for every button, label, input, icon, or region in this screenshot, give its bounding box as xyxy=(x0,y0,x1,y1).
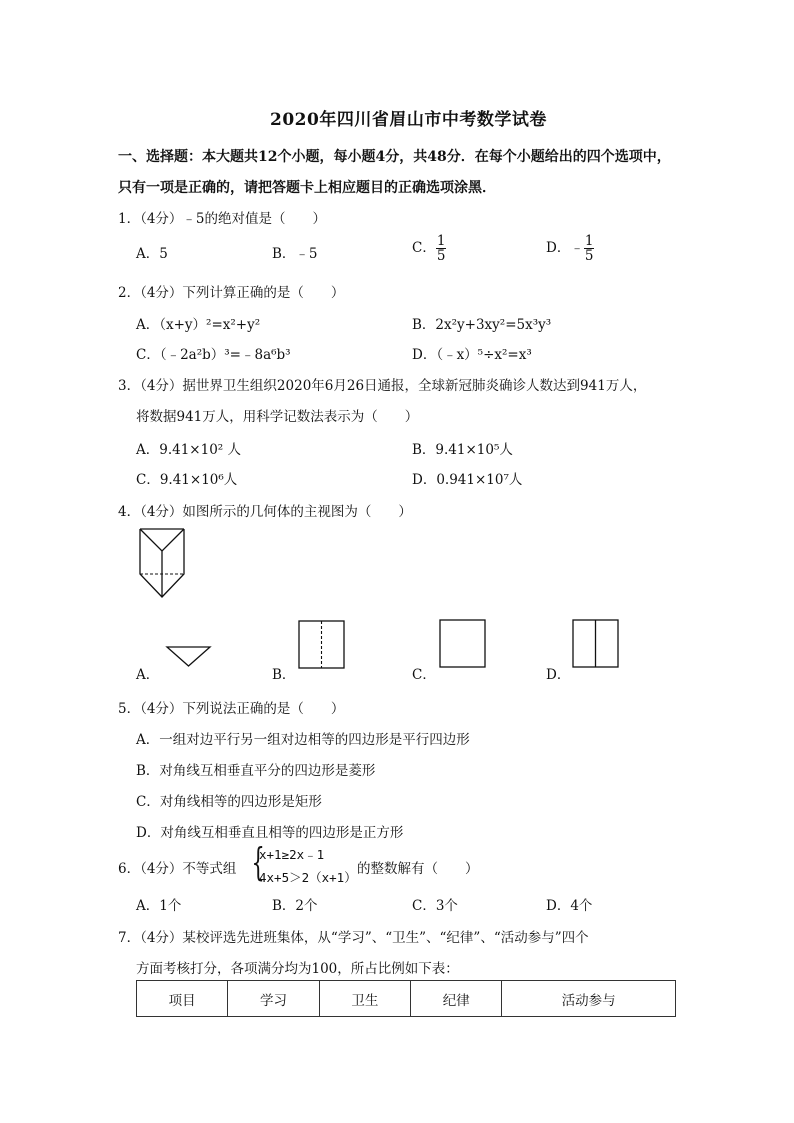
q1-stem: 1．（4分）﹣5的绝对值是（ ） xyxy=(118,211,327,227)
q6-option-c: C．3个 xyxy=(412,898,458,914)
q6-inequality-2: 4x+5＞2（x+1） xyxy=(259,870,357,885)
q4-prism-figure xyxy=(135,527,195,602)
q4-stem: 4．（4分）如图所示的几何体的主视图为（ ） xyxy=(118,504,412,520)
q1-d-numerator: 1 xyxy=(584,233,594,249)
q4-option-b-label: B． xyxy=(272,667,296,683)
q6-stem-suffix: 的整数解有（ ） xyxy=(357,861,479,877)
q6-option-b: B．2个 xyxy=(272,898,318,914)
q1-option-d xyxy=(546,234,594,263)
q5-option-d: D．对角线互相垂直且相等的四边形是正方形 xyxy=(136,825,404,841)
q1-option-b: B．﹣5 xyxy=(272,246,318,262)
q1-option-d-fraction xyxy=(584,234,595,263)
q4-option-c-figure xyxy=(439,619,487,669)
q3-option-d: D．0.941×10⁷人 xyxy=(412,472,523,488)
table-header-cell: 项目 xyxy=(137,981,228,1017)
q4-option-a-triangle xyxy=(165,645,213,669)
q6-stem-prefix: 6．（4分）不等式组 xyxy=(118,861,237,877)
q6-inequality-1: x+1≥2x﹣1 xyxy=(259,847,325,862)
q2-option-b: B．2x²y+3xy²=5x³y³ xyxy=(412,317,552,333)
table-header-cell: 学习 xyxy=(228,981,319,1017)
q7-stem-line1: 7．（4分）某校评选先进班集体，从“学习”、“卫生”、“纪律”、“活动参与”四个 xyxy=(118,930,589,946)
q2-option-a: A．（x+y）²=x²+y² xyxy=(136,317,261,333)
q1-option-c-label: C． xyxy=(412,240,436,257)
q4-option-d-figure xyxy=(572,619,620,669)
section-heading-line2: 只有一项是正确的，请把答题卡上相应题目的正确选项涂黑． xyxy=(118,180,496,196)
q1-c-denominator: 5 xyxy=(436,248,446,265)
q1-option-d-label: D．﹣ xyxy=(546,240,584,257)
q2-option-d: D．（﹣x）⁵÷x²=x³ xyxy=(412,347,532,363)
q1-option-a: A．5 xyxy=(136,246,168,262)
q1-option-c-fraction xyxy=(436,234,447,263)
q1-option-c xyxy=(412,234,446,263)
q3-option-a: A．9.41×10² 人 xyxy=(136,442,242,458)
q2-stem: 2．（4分）下列计算正确的是（ ） xyxy=(118,285,345,301)
q6-option-a: A．1个 xyxy=(136,898,182,914)
q7-stem-line2: 方面考核打分，各项满分均为100，所占比例如下表： xyxy=(136,961,459,977)
q5-option-c: C．对角线相等的四边形是矩形 xyxy=(136,794,322,810)
q1-c-numerator: 1 xyxy=(436,233,446,249)
q6-left-brace: { xyxy=(251,840,265,884)
q4-option-c-label: C． xyxy=(412,667,436,683)
table-header-cell: 活动参与 xyxy=(502,981,676,1017)
q4-option-a-label: A． xyxy=(136,667,160,683)
page-title: 2020年四川省眉山市中考数学试卷 xyxy=(270,110,547,130)
q1-d-denominator: 5 xyxy=(584,248,594,265)
q5-option-b: B．对角线互相垂直平分的四边形是菱形 xyxy=(136,763,376,779)
table-header-cell: 卫生 xyxy=(319,981,410,1017)
q6-option-d: D．4个 xyxy=(546,898,593,914)
table-header-cell: 纪律 xyxy=(411,981,502,1017)
q4-option-d-label: D． xyxy=(546,667,571,683)
q2-option-c: C．（﹣2a²b）³=﹣8a⁶b³ xyxy=(136,347,291,363)
q5-stem: 5．（4分）下列说法正确的是（ ） xyxy=(118,701,345,717)
section-heading-line1: 一、选择题：本大题共12个小题，每小题4分，共48分．在每个小题给出的四个选项中， xyxy=(118,149,671,165)
q5-option-a: A．一组对边平行另一组对边相等的四边形是平行四边形 xyxy=(136,732,470,748)
q3-stem-line2: 将数据941万人，用科学记数法表示为（ ） xyxy=(136,409,419,425)
q3-stem-line1: 3．（4分）据世界卫生组织2020年6月26日通报，全球新冠肺炎确诊人数达到941万人， xyxy=(118,378,647,394)
q4-option-b-figure xyxy=(298,620,346,670)
q7-score-table xyxy=(136,980,676,1017)
q3-option-c: C．9.41×10⁶人 xyxy=(136,472,238,488)
q3-option-b: B．9.41×10⁵人 xyxy=(412,442,513,458)
table-row xyxy=(137,981,676,1017)
